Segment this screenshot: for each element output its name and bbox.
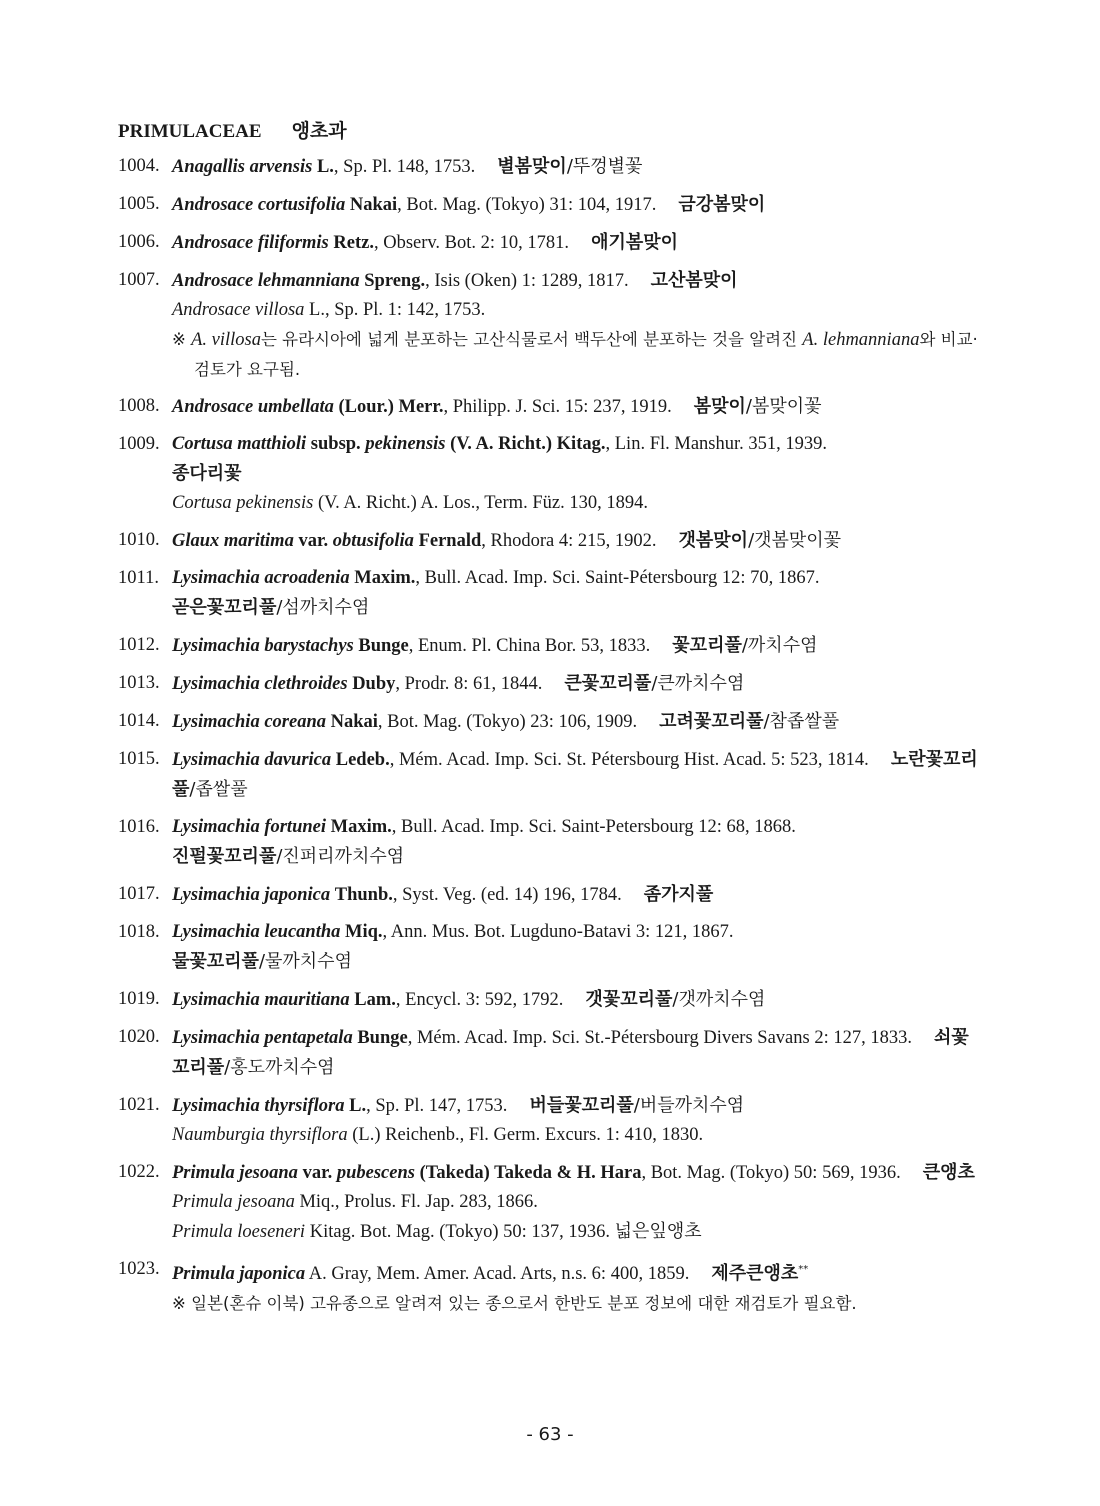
species-entry (118, 228, 978, 258)
korean-name: 좀가지풀 (643, 884, 714, 905)
note-text: 와 비교·검토가 요구됨. (194, 330, 978, 379)
author: (Lour.) Merr. (338, 397, 444, 417)
scientific-name: Lysimachia thyrsiflora (172, 1096, 345, 1116)
species-entry (118, 1158, 978, 1247)
alternate-korean-name: /갯까치수염 (672, 989, 766, 1010)
entry-number: 1021. (118, 1095, 160, 1115)
author: Nakai (349, 195, 398, 215)
citation: , Lin. Fl. Manshur. 351, 1939. (605, 434, 827, 454)
species-entry (118, 190, 978, 220)
entry-main-line (172, 1158, 978, 1188)
scientific-name: Cortusa matthioli (172, 434, 307, 454)
citation: , Sp. Pl. 147, 1753. (366, 1096, 508, 1116)
korean-name: 금강봄맞이 (678, 194, 766, 215)
scientific-name: Lysimachia clethroides (172, 674, 348, 694)
scientific-name: Anagallis arvensis (172, 157, 313, 177)
author: Maxim. (330, 817, 392, 837)
rank-marker: var. (302, 1163, 333, 1183)
taxonomic-note (172, 325, 978, 384)
note-scientific-name: A. villosa (191, 330, 261, 350)
entry-number: 1016. (118, 817, 160, 837)
citation: , Mem. Amer. Acad. Arts, n.s. 6: 400, 1859. (367, 1264, 690, 1285)
korean-name: 애기봄맞이 (591, 232, 679, 253)
species-entry (118, 813, 978, 872)
species-entry (118, 266, 978, 384)
korean-name: 곧은꽃꼬리풀 (172, 597, 277, 618)
entry-number: 1015. (118, 749, 160, 769)
korean-name: 고산봄맞이 (650, 270, 738, 291)
author: Retz. (333, 233, 374, 253)
scientific-name: Androsace umbellata (172, 397, 334, 417)
alternate-korean-name: /큰까치수염 (651, 673, 745, 694)
author: Maxim. (354, 568, 416, 588)
entry-number: 1010. (118, 530, 160, 550)
scientific-name: Lysimachia acroadenia (172, 568, 350, 588)
scientific-name: Lysimachia japonica (172, 885, 331, 905)
author: Bunge (358, 636, 409, 656)
species-entry (118, 880, 978, 910)
korean-name: 제주큰앵초 (711, 1263, 799, 1285)
entry-main-line (172, 392, 978, 422)
korean-name: 노란꽃꼬리풀 (172, 749, 978, 800)
korean-name: 물꽃꼬리풀 (172, 951, 259, 972)
citation: , Syst. Veg. (ed. 14) 196, 1784. (392, 885, 622, 905)
entry-main-line (172, 880, 978, 910)
scientific-name: Lysimachia mauritiana (172, 990, 350, 1010)
species-entry (118, 631, 978, 661)
citation: , Bot. Mag. (Tokyo) 50: 569, 1936. (641, 1163, 901, 1183)
page-number: - 63 - (526, 1424, 574, 1445)
scientific-name: Lysimachia coreana (172, 712, 326, 732)
entry-number: 1008. (118, 396, 160, 416)
synonym-korean-name: 넓은잎앵초 (614, 1221, 702, 1242)
citation: , Bull. Acad. Imp. Sci. Saint-Pétersbourg 12: 70, 1867. (415, 568, 820, 588)
entry-number: 1007. (118, 270, 160, 290)
entry-number: 1018. (118, 922, 160, 942)
synonym-name: Primula jesoana (172, 1192, 295, 1212)
scientific-name: Glaux maritima (172, 531, 294, 551)
alternate-korean-name: /뚜껑별꽃 (566, 156, 643, 177)
synonym-citation: Miq., Prolus. Fl. Jap. 283, 1866. (294, 1192, 538, 1212)
synonym-citation: Kitag. Bot. Mag. (Tokyo) 50: 137, 1936. (305, 1222, 615, 1242)
author: Thunb. (334, 885, 393, 905)
citation: , Encycl. 3: 592, 1792. (395, 990, 564, 1010)
entry-main-line (172, 631, 978, 661)
author: Lam. (354, 990, 396, 1010)
scientific-name: Androsace lehmanniana (172, 271, 360, 291)
entry-number: 1012. (118, 635, 160, 655)
citation: , Ann. Mus. Bot. Lugduno-Batavi 3: 121, 1867. (382, 922, 734, 942)
scientific-name: Lysimachia davurica (172, 750, 332, 770)
entry-main-line (172, 813, 978, 872)
entry-main-line (172, 1091, 978, 1121)
synonym-name: Primula loeseneri (172, 1222, 306, 1242)
synonym-citation: (V. A. Richt.) A. Los., Term. Füz. 130, 1894. (313, 493, 648, 513)
korean-name: 종다리꽃 (172, 463, 242, 484)
alternate-korean-name: /섬까치수염 (276, 597, 370, 618)
entry-number: 1020. (118, 1027, 160, 1047)
entry-number: 1006. (118, 232, 160, 252)
entry-main-line (172, 707, 978, 737)
family-latin: PRIMULACEAE (118, 121, 262, 142)
citation: , Bot. Mag. (Tokyo) 31: 104, 1917. (397, 195, 657, 215)
scientific-name: Lysimachia leucantha (172, 922, 341, 942)
entry-main-line (172, 152, 978, 182)
species-entry (118, 1023, 978, 1083)
entry-main-line (172, 526, 978, 556)
alternate-korean-name: /봄맞이꽃 (745, 396, 822, 417)
citation: , Enum. Pl. China Bor. 53, 1833. (408, 636, 651, 656)
entry-main-line (172, 430, 978, 489)
citation: , Isis (Oken) 1: 1289, 1817. (425, 271, 629, 291)
synonym-name: Androsace villosa (172, 300, 305, 320)
korean-name-mark: ** (798, 1264, 809, 1275)
species-entry (118, 745, 978, 805)
species-entry (118, 392, 978, 422)
korean-name: 큰꽃꼬리풀 (564, 673, 652, 694)
korean-name: 큰앵초 (922, 1162, 975, 1183)
scientific-name: Primula jesoana (172, 1163, 298, 1183)
rank-marker: subsp. (310, 434, 361, 454)
entry-number: 1019. (118, 989, 160, 1009)
alternate-korean-name: /버들까치수염 (633, 1095, 745, 1116)
alternate-korean-name: /진퍼리까치수염 (276, 846, 405, 867)
citation: , Observ. Bot. 2: 10, 1781. (373, 233, 570, 253)
citation: , Mém. Acad. Imp. Sci. St. Pétersbourg Hist. Acad. 5: 523, 1814. (389, 750, 869, 770)
species-entry (118, 1255, 978, 1318)
citation: , Bull. Acad. Imp. Sci. Saint-Petersbourg 12: 68, 1868. (391, 817, 796, 837)
entry-number: 1014. (118, 711, 160, 731)
korean-name: 고려꽃꼬리풀 (659, 711, 764, 732)
species-list (118, 152, 978, 1326)
author: L. (349, 1096, 367, 1116)
author: L. (316, 157, 334, 177)
scientific-name: Androsace cortusifolia (172, 195, 346, 215)
scientific-name: Primula japonica (172, 1264, 306, 1285)
scientific-name: Lysimachia barystachys (172, 636, 354, 656)
synonym-name: Cortusa pekinensis (172, 493, 314, 513)
alternate-korean-name: /물까치수염 (258, 951, 352, 972)
rank-marker: var. (298, 531, 329, 551)
citation: , Prodr. 8: 61, 1844. (395, 674, 543, 694)
species-entry (118, 707, 978, 737)
infraspecific-name: pubescens (336, 1163, 415, 1183)
korean-name: 갯꽃꼬리풀 (585, 989, 673, 1010)
entry-number: 1017. (118, 884, 160, 904)
note-text: 일본(혼슈 이북) 고유종으로 알려져 있는 종으로서 한반도 분포 정보에 대한 재검토가 필요함. (191, 1294, 857, 1314)
entry-main-line (172, 1255, 978, 1289)
alternate-korean-name: /좁쌀풀 (189, 779, 248, 800)
korean-name: 진펄꽃꼬리풀 (172, 846, 277, 867)
scientific-name: Lysimachia pentapetala (172, 1028, 353, 1048)
citation: , Sp. Pl. 148, 1753. (333, 157, 476, 177)
note-mark: ※ (172, 330, 192, 349)
note-mark: ※ (172, 1294, 192, 1314)
alternate-korean-name: /갯봄맞이꽃 (748, 530, 842, 551)
species-entry (118, 152, 978, 182)
entry-main-line (172, 564, 978, 623)
entry-main-line (172, 190, 978, 220)
infraspecific-name: obtusifolia (332, 531, 414, 551)
species-entry (118, 526, 978, 556)
synonym-line (172, 1217, 978, 1247)
korean-name: 갯봄맞이 (678, 530, 749, 551)
author: Duby (352, 674, 396, 694)
entry-number: 1023. (118, 1259, 160, 1279)
citation: , Mém. Acad. Imp. Sci. St.-Pétersbourg Divers Savans 2: 127, 1833. (407, 1028, 912, 1048)
entry-main-line (172, 669, 978, 699)
author: (Takeda) Takeda & H. Hara (419, 1163, 642, 1183)
korean-name: 꽃꼬리풀 (672, 635, 742, 656)
synonym-line (172, 489, 978, 518)
scientific-name: Lysimachia fortunei (172, 817, 326, 837)
citation: , Bot. Mag. (Tokyo) 23: 106, 1909. (377, 712, 638, 732)
species-entry (118, 1091, 978, 1150)
author: Ledeb. (335, 750, 390, 770)
note-text: 는 유라시아에 넓게 분포하는 고산식물로서 백두산에 분포하는 것을 알려진 (260, 330, 803, 349)
author: (V. A. Richt.) Kitag. (450, 434, 606, 454)
alternate-korean-name: /참좁쌀풀 (763, 711, 840, 732)
entry-number: 1004. (118, 156, 160, 176)
citation: , Philipp. J. Sci. 15: 237, 1919. (443, 397, 672, 417)
entry-number: 1013. (118, 673, 160, 693)
entry-number: 1022. (118, 1162, 160, 1182)
synonym-citation: (L.) Reichenb., Fl. Germ. Excurs. 1: 410, 1830. (347, 1125, 704, 1145)
author: Bunge (357, 1028, 408, 1048)
entry-main-line (172, 228, 978, 258)
korean-name: 별봄맞이 (497, 156, 567, 177)
author: A. Gray (305, 1264, 368, 1285)
family-korean: 앵초과 (291, 120, 347, 142)
infraspecific-name: pekinensis (365, 434, 446, 454)
synonym-line (172, 1188, 978, 1217)
alternate-korean-name: /홍도까치수염 (224, 1057, 335, 1078)
note-scientific-name: A. lehmanniana (802, 330, 920, 350)
korean-name: 쇠꽃꼬리풀 (172, 1027, 969, 1078)
alternate-korean-name: /까치수염 (741, 635, 818, 656)
scientific-name: Androsace filiformis (172, 233, 329, 253)
synonym-line (172, 1121, 978, 1150)
korean-name: 봄맞이 (693, 396, 746, 417)
species-entry (118, 430, 978, 518)
species-entry (118, 669, 978, 699)
author: Fernald (418, 531, 482, 551)
species-entry (118, 985, 978, 1015)
entry-number: 1009. (118, 434, 160, 454)
species-entry (118, 564, 978, 623)
entry-main-line (172, 266, 978, 296)
entry-main-line (172, 745, 978, 805)
taxonomic-note (172, 1289, 978, 1318)
synonym-citation: L., Sp. Pl. 1: 142, 1753. (304, 300, 486, 320)
entry-number: 1011. (118, 568, 159, 588)
family-heading (118, 116, 347, 143)
species-entry (118, 918, 978, 977)
entry-main-line (172, 918, 978, 977)
synonym-name: Naumburgia thyrsiflora (172, 1125, 348, 1145)
citation: , Rhodora 4: 215, 1902. (481, 531, 657, 551)
entry-main-line (172, 985, 978, 1015)
author: Miq. (345, 922, 383, 942)
author: Spreng. (364, 271, 426, 291)
author: Nakai (330, 712, 378, 732)
synonym-line (172, 296, 978, 325)
entry-number: 1005. (118, 194, 160, 214)
entry-main-line (172, 1023, 978, 1083)
korean-name: 버들꽃꼬리풀 (529, 1095, 634, 1116)
